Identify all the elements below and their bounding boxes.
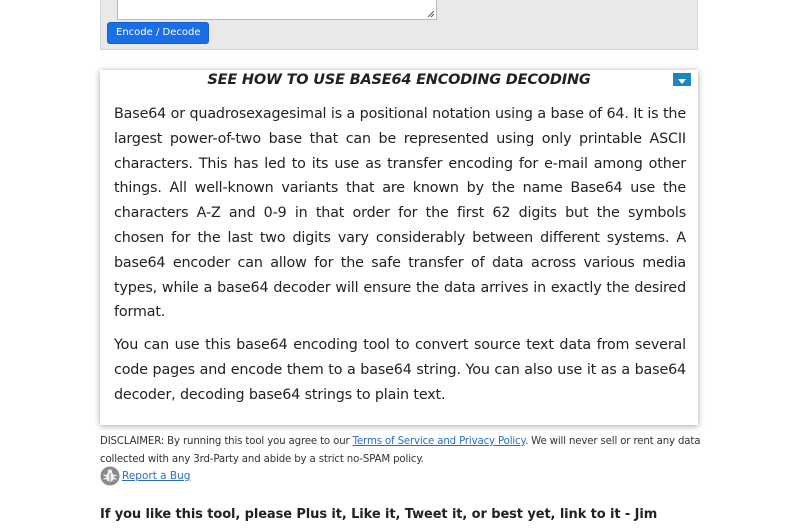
encode-decode-button[interactable]: Encode / Decode bbox=[107, 22, 209, 44]
disclaimer-prefix: DISCLAIMER: By running this tool you agree to our bbox=[100, 436, 353, 447]
input-textarea[interactable] bbox=[117, 0, 437, 20]
disclaimer-suffix: . We will never sell or rent any data collected with any 3rd-Party and abide by a strict no-SPAM policy. bbox=[100, 436, 701, 465]
card-title: SEE HOW TO USE BASE64 ENCODING DECODING bbox=[207, 72, 591, 88]
chevron-down-icon bbox=[678, 79, 686, 84]
tool-panel bbox=[100, 0, 698, 50]
bug-report-row[interactable] bbox=[100, 465, 190, 487]
report-bug-link[interactable]: Report a Bug bbox=[122, 470, 191, 482]
card-body bbox=[114, 102, 686, 416]
collapse-toggle-button[interactable] bbox=[673, 73, 691, 86]
description-paragraph: Base64 or quadrosexagesimal is a positional notation using a base of 64. It is the largest power-of-two base that can be represented using only printable ASCII characters. This has led to its use as transfer encoding for e-mail among other things. All well-known variants that are known by the name Base64 use the characters A-Z and 0-9 in that order for the first 62 digits but the symbols chosen for the last two digits vary considerably between different systems. A base64 encoder can allow for the safe transfer of data across various media types, while a base64 decoder will ensure the data arrives in exactly the desired format. bbox=[114, 106, 686, 321]
resize-grip-icon[interactable] bbox=[426, 9, 435, 18]
bug-icon bbox=[100, 466, 120, 486]
terms-link[interactable]: Terms of Service and Privacy Policy bbox=[352, 436, 525, 447]
disclaimer bbox=[100, 433, 704, 469]
usage-paragraph: You can use this base64 encoding tool to convert source text data from several code pages and encode them to a base64 string. You can also use it as a base64 decoder, decoding base64 strings to plain text. bbox=[114, 337, 686, 403]
share-request-text: If you like this tool, please Plus it, Like it, Tweet it, or best yet, link to it - Jim bbox=[100, 507, 658, 522]
info-card bbox=[100, 70, 698, 425]
